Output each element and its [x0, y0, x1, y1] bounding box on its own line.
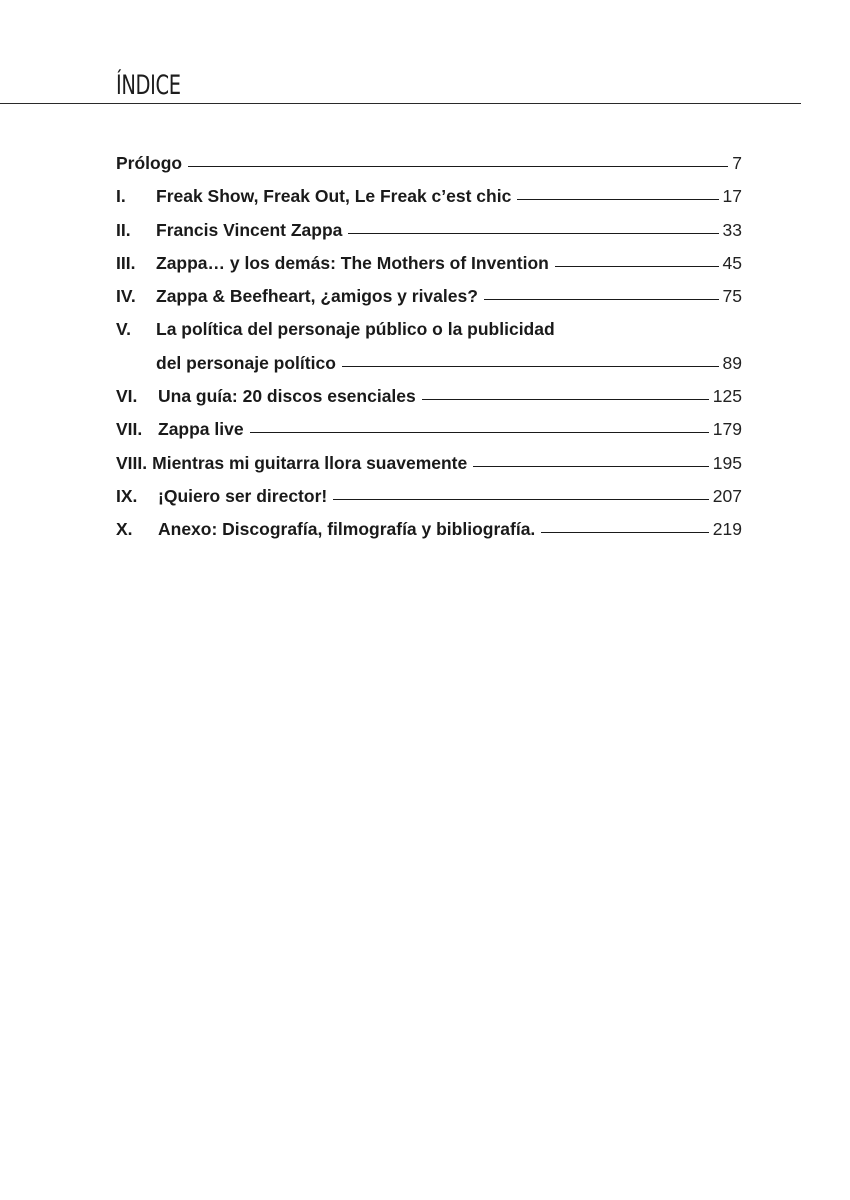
toc-entry-title: Francis Vincent Zappa [156, 219, 343, 240]
toc-leader [348, 233, 718, 234]
toc-page-number: 195 [712, 452, 742, 473]
toc-entry-chapter-4[interactable] [116, 283, 742, 316]
toc-page-number: 207 [712, 485, 742, 506]
toc-chapter-number: V. [116, 319, 131, 340]
toc-chapter-number: X. [116, 519, 133, 540]
toc-entry-title: La política del personaje público o la publicidad [156, 319, 555, 340]
toc-page-number: 17 [722, 186, 742, 207]
toc-entry-title: Anexo: Discografía, filmografía y bibliografía. [158, 519, 536, 540]
page-header [116, 70, 206, 102]
toc-chapter-number: III. [116, 252, 136, 273]
toc-page-number: 7 [732, 153, 742, 173]
toc-entry-chapter-2[interactable] [116, 217, 742, 250]
toc-entry-title: Mientras mi guitarra llora suavemente [152, 452, 468, 473]
toc-entry-title: ¡Quiero ser director! [158, 485, 328, 506]
toc-page-number: 89 [722, 352, 742, 373]
toc-entry-title: Prólogo [116, 153, 183, 173]
header-rule [0, 103, 801, 104]
toc-entry-prologo[interactable] [116, 150, 742, 183]
toc-leader [517, 199, 718, 200]
toc-leader [250, 432, 709, 433]
toc-chapter-number: IX. [116, 485, 138, 506]
toc-chapter-number: II. [116, 219, 131, 240]
toc-entry-chapter-5-line-2[interactable] [116, 350, 742, 383]
toc-entry-chapter-9[interactable] [116, 483, 742, 516]
page-title: ÍNDICE [116, 70, 181, 101]
toc-leader [422, 399, 709, 400]
toc-leader [473, 466, 709, 467]
toc-entry-chapter-3[interactable] [116, 250, 742, 283]
toc-leader [555, 266, 719, 267]
toc-entry-chapter-5-line-1[interactable] [116, 316, 742, 349]
toc-entry-title: Zappa live [158, 419, 244, 440]
toc-page-number: 45 [722, 252, 742, 273]
toc-page-number: 33 [722, 219, 742, 240]
toc-page-number: 219 [712, 519, 742, 540]
toc-page-number: 179 [712, 419, 742, 440]
toc-chapter-number: VI. [116, 386, 138, 407]
toc-entry-chapter-8[interactable] [116, 450, 742, 483]
toc-entry-title: Zappa & Beefheart, ¿amigos y rivales? [156, 286, 478, 307]
toc-leader [541, 532, 709, 533]
toc-entry-title: Zappa… y los demás: The Mothers of Invention [156, 252, 549, 273]
toc-entry-chapter-6[interactable] [116, 383, 742, 416]
toc-entry-title-continued: del personaje político [156, 352, 336, 373]
toc-chapter-number: VII. [116, 419, 143, 440]
toc-leader [188, 166, 728, 167]
toc-page-number: 75 [722, 286, 742, 307]
toc-leader [342, 366, 719, 367]
toc-entry-title: Freak Show, Freak Out, Le Freak c’est chic [156, 186, 512, 207]
toc-leader [333, 499, 709, 500]
toc-chapter-number: I. [116, 186, 126, 207]
toc-leader [484, 299, 719, 300]
table-of-contents [116, 150, 742, 550]
toc-chapter-number: VIII. [116, 452, 148, 473]
toc-entry-title: Una guía: 20 discos esenciales [158, 386, 416, 407]
toc-entry-chapter-7[interactable] [116, 416, 742, 449]
toc-chapter-number: IV. [116, 286, 136, 307]
toc-entry-chapter-10[interactable] [116, 516, 742, 549]
toc-page-number: 125 [712, 386, 742, 407]
toc-entry-chapter-1[interactable] [116, 183, 742, 216]
